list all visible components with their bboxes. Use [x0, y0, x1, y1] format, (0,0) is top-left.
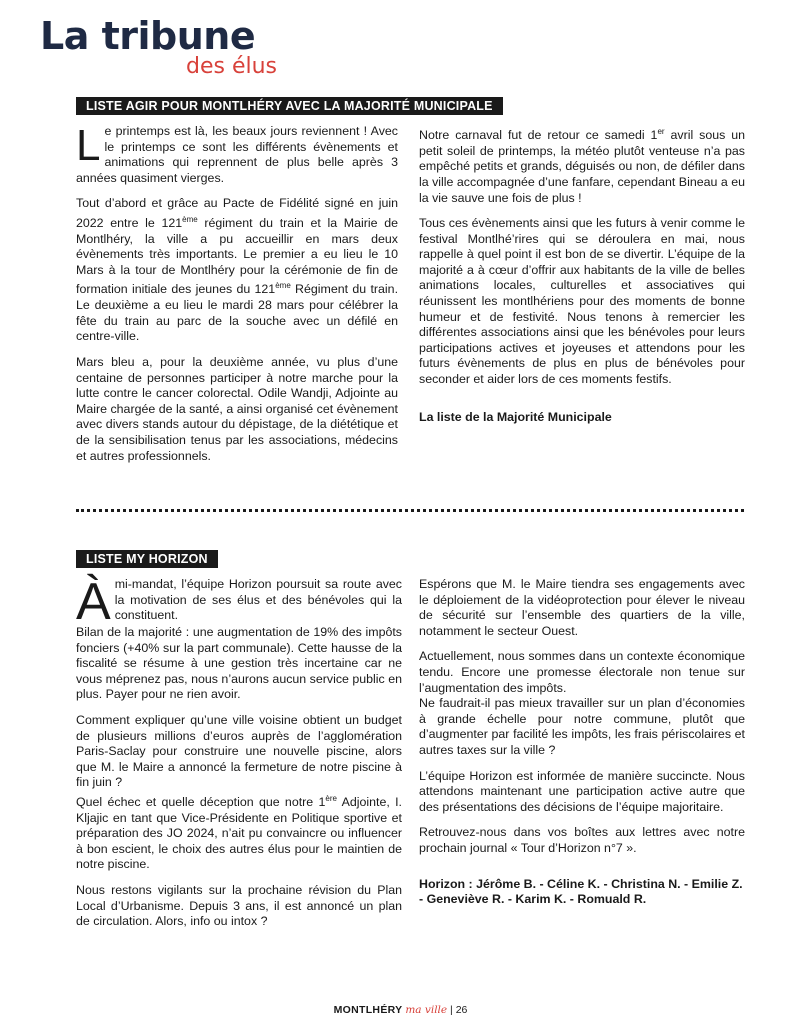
dropcap-letter: À [76, 573, 111, 631]
section2-left-column [76, 573, 402, 940]
paragraph: Quel échec et quelle déception que notre 1ère Adjointe, I. Kljajic en tant que Vice-Présidente en Politique sportive et préparation des JO 2024, n’ait pu convaincre ou influencer à bon escient, le choix des autres élus pour le maintien de notre piscine. [76, 793, 402, 872]
section-heading-my-horizon: LISTE MY HORIZON [76, 550, 218, 568]
dropcap-letter: L [76, 121, 101, 170]
section1-left-column [76, 121, 399, 474]
footer-brand-tag: ma ville [405, 1004, 448, 1016]
footer-separator: | [450, 1004, 453, 1016]
paragraph: Nous restons vigilants sur la prochaine révision du Plan Local d’Urbanisme. Depuis 3 ans, il est annoncé un plan de circulation. Alors, info ou intox ? [76, 883, 402, 929]
section2-right-column [419, 577, 745, 918]
paragraph: Comment expliquer qu’une ville voisine obtient un budget de plusieurs millions d’euros auprès de l’agglomération Paris-Saclay pour construire une nouvelle piscine, alors que M. le Maire a annoncé la fermeture de notre piscine à fin juin ? [76, 712, 402, 790]
paragraph: Tous ces évènements ainsi que les futurs à venir comme le festival Montlhé’rires qui se déroulera en mai, nous rappelle à quel point il est bon de se divertir. L’équipe de la majorité a à cœur d’offrir aux habitants de la ville de belles animations locales, culturelles et associatives qui réunissent les montlhériens pour des moments de bonne humeur et de festivité. Nous tenons à remercier les différentes associations ainsi que les bénévoles pour leurs participations actives et joyeuses et attendons pour les futurs évènements de plus en plus de bénévoles pour seconder et aider lors de ces moments festifs. [419, 216, 745, 387]
paragraph: Ne faudrait-il pas mieux travailler sur un plan d’économies à grande échelle pour notre commune, plutôt que d’augmenter par facilité les impôts, les frais périscolaires et autres taxes sur la ville ? [419, 696, 745, 757]
paragraph: Actuellement, nous sommes dans un contexte économique tendu. Encore une promesse électorale non tenue sur l’augmentation des impôts. [419, 649, 745, 695]
signature: La liste de la Majorité Municipale [419, 409, 612, 424]
dotted-divider [76, 509, 744, 512]
footer-brand: MONTLHÉRY [333, 1004, 403, 1016]
page-subtitle: des élus [186, 54, 278, 79]
paragraph: Tout d’abord et grâce au Pacte de Fidélité signé en juin 2022 entre le 121ème régiment du train et la Mairie de Montlhéry, la ville a pu accueillir en mars deux évènements très importants. Le premier a eu lieu le 10 Mars à la tour de Montlhéry pour la cérémonie de fin de formation initiale des jeunes du 121ème Régiment du train. Le deuxième a eu lieu le mardi 28 mars pour célébrer la fête du train au parc de la souche avec un défilé en centre-ville. [76, 196, 399, 344]
page-number: 26 [455, 1004, 468, 1016]
paragraph: Bilan de la majorité : une augmentation de 19% des impôts fonciers (+40% sur la part communale). Cette hausse de la fiscalité se résume à une gestion très incertaine car ne vous méprenez pas, nous n’aurons aucun service public en plus. Payer pour ne rien avoir. [76, 625, 402, 702]
page-title: La tribune [40, 14, 256, 58]
paragraph: Retrouvez-nous dans vos boîtes aux lettres avec notre prochain journal « Tour d’Horizon n°7 ». [419, 825, 745, 855]
paragraph: Espérons que M. le Maire tiendra ses engagements avec le déploiement de la vidéoprotection pour élever le niveau de sécurité sur l’ensemble des quartiers de la ville, notamment le secteur Ouest. [419, 577, 745, 638]
page-footer [0, 1003, 801, 1017]
paragraph: Notre carnaval fut de retour ce samedi 1er avril sous un petit soleil de printemps, la météo plutôt venteuse n’a pas empêché petits et grands, déguisés ou non, de défiler dans la ville accompagnée d’une fanfare, cependant Bineau a eu la vie sauve une fois de plus ! [419, 127, 745, 205]
paragraph: Mars bleu a, pour la deuxième année, vu plus d’une centaine de personnes participer à notre marche pour la lutte contre le cancer colorectal. Odile Wandji, Adjointe au Maire chargée de la santé, a ainsi organisé cet évènement avec divers stands autour du dépistage, de la diététique et de la sensibilisation tenus par les associations, médecins et autres professionnels. [76, 354, 398, 463]
signature: Horizon : Jérôme B. - Céline K. - Christina N. - Emilie Z. - Geneviève R. - Karim K. - Romuald R. [419, 876, 743, 907]
section1-right-column [419, 124, 745, 435]
section-heading-agir: LISTE AGIR POUR MONTLHÉRY AVEC LA MAJORITÉ MUNICIPALE [76, 97, 503, 115]
paragraph: mi-mandat, l’équipe Horizon poursuit sa route avec la motivation de ses élus et des bénévoles qui la constituent. [114, 577, 402, 623]
paragraph: L’équipe Horizon est informée de manière succincte. Nous attendons maintenant une participation active autre que des présentations des décisions de l’équipe majoritaire. [419, 768, 745, 814]
paragraph: e printemps est là, les beaux jours reviennent ! Avec le printemps ce sont les différents évènements et animations qui reprennent de plus belle après 3 années quasiment vierges. [76, 124, 398, 185]
